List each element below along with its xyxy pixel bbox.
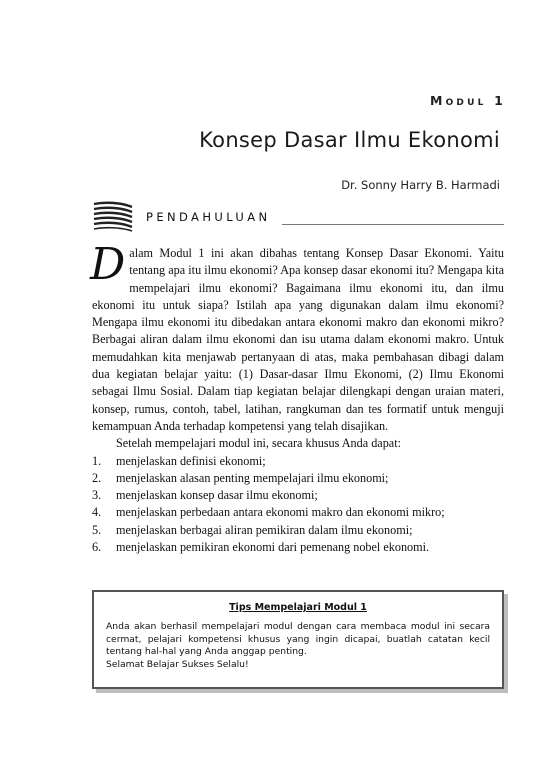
list-item <box>92 453 504 470</box>
tips-body <box>106 621 490 671</box>
section-header <box>92 200 504 234</box>
list-number: 5. <box>92 522 102 537</box>
list-text: menjelaskan pemikiran ekonomi dari pemenang nobel ekonomi. <box>116 540 430 555</box>
list-item <box>92 522 504 539</box>
section-title: PENDAHULUAN <box>146 210 271 224</box>
list-number: 3. <box>92 488 102 503</box>
body-text <box>90 239 504 556</box>
list-text: menjelaskan berbagai aliran pemikiran dalam ilmu ekonomi; <box>116 522 413 537</box>
intro-paragraph <box>90 239 504 435</box>
objectives-lead: Setelah mempelajari modul ini, secara khusus Anda dapat: <box>116 436 401 451</box>
module-label: Modul 1 <box>429 93 506 108</box>
list-number: 6. <box>92 540 102 555</box>
list-item <box>92 504 504 521</box>
drop-cap: D <box>90 239 126 290</box>
tips-closing: Selamat Belajar Sukses Selalu! <box>106 658 249 670</box>
section-rule <box>282 224 504 225</box>
tips-text: Anda akan berhasil mempelajari modul dengan cara membaca modul ini secara cermat, pelajari kompetensi khusus yang ingin dicapai, buatlah catatan kecil tentang hal-hal yang Anda anggap penting. <box>106 621 490 658</box>
tips-title: Tips Mempelajari Modul 1 <box>229 602 367 613</box>
list-number: 4. <box>92 505 102 520</box>
list-item <box>92 539 504 556</box>
tips-box <box>92 590 504 689</box>
list-text: menjelaskan perbedaan antara ekonomi makro dan ekonomi mikro; <box>116 505 445 520</box>
list-text: menjelaskan definisi ekonomi; <box>116 453 266 468</box>
intro-text: alam Modul 1 ini akan dibahas tentang Konsep Dasar Ekonomi. Yaitu tentang apa itu ilmu ekonomi? Apa konsep dasar ekonomi itu? Mengapa kita mempelajari ilmu ekonomi? Bagaimana ilmu ekonomi itu, dan ilmu ekonomi itu untuk siapa? Istilah apa yang digunakan dalam ilmu ekonomi? Mengapa ilmu ekonomi itu dibedakan antara ekonomi makro dan ekonomi mikro? Berbagai aliran dalam ilmu ekonomi dan isu utama dalam ekonomi makro. Untuk memudahkan kita menjawab pertanyaan di atas, maka pembahasan dibagi dalam dua kegiatan belajar yaitu: (1) Dasar-dasar Ilmu Ekonomi, (2) Ilmu Ekonomi sebagai Ilmu Sosial. Dalam tiap kegiatan belajar dilengkapi dengan uraian materi, konsep, rumus, contoh, tabel, latihan, rangkuman dan tes formatif untuk menguji kemampuan Anda terhadap kompetensi yang telah disajikan. <box>92 246 504 433</box>
author-name: Dr. Sonny Harry B. Harmadi <box>341 178 500 192</box>
list-text: menjelaskan alasan penting mempelajari ilmu ekonomi; <box>116 470 389 485</box>
list-text: menjelaskan konsep dasar ilmu ekonomi; <box>116 488 318 503</box>
page-title: Konsep Dasar Ilmu Ekonomi <box>199 128 500 152</box>
objectives-list <box>92 453 504 557</box>
book-icon <box>92 200 134 232</box>
list-number: 1. <box>92 453 102 468</box>
list-item <box>92 487 504 504</box>
list-number: 2. <box>92 470 102 485</box>
list-item <box>92 470 504 487</box>
